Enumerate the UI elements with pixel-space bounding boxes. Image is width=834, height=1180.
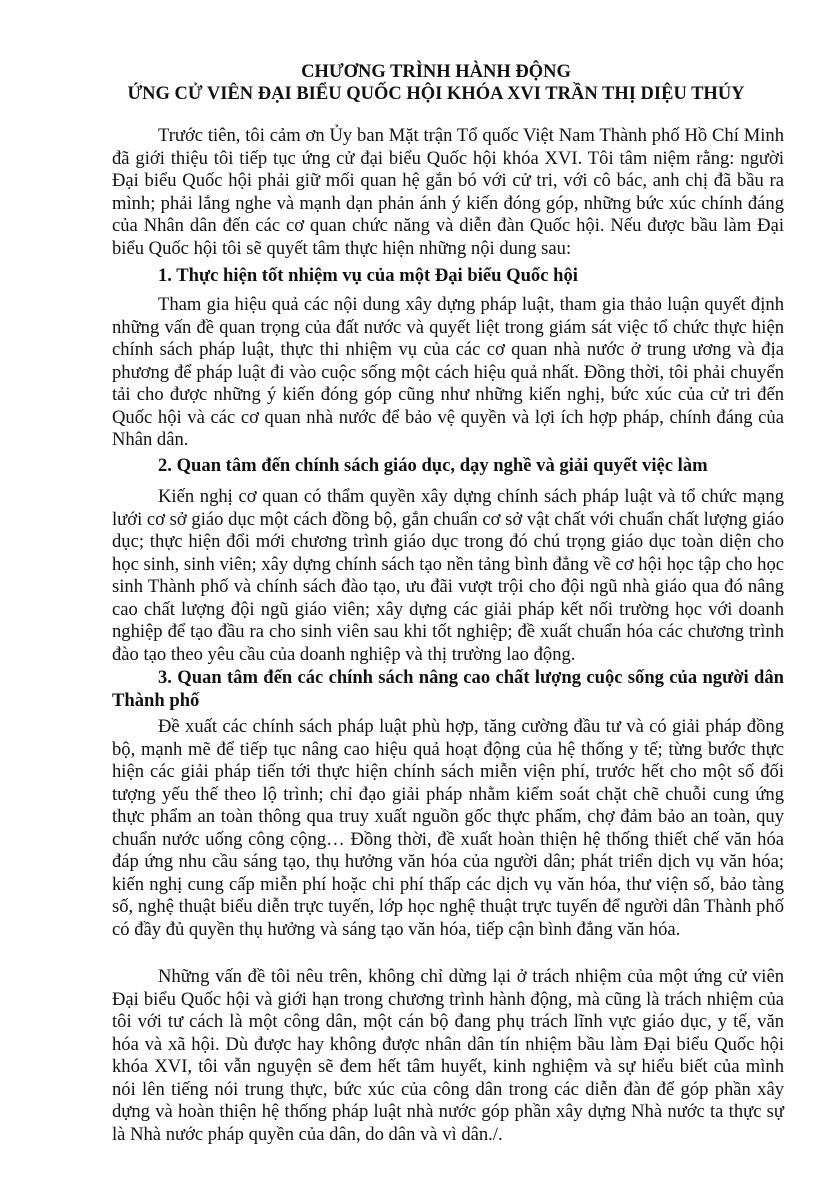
- closing-paragraph: Những vấn đề tôi nêu trên, không chỉ dừng lại ở trách nhiệm của một ứng cử viên Đại biểu Quốc hội và giới hạn trong chương trình hành động, mà cũng là trách nhiệm của tôi với tư cách là một công dân, một cán bộ đang phụ trách lĩnh vực giáo dục, y tế, văn hóa và xã hội. Dù được hay không được nhân dân tín nhiệm bầu làm Đại biểu Quốc hội khóa XVI, tôi vẫn nguyện sẽ đem hết tâm huyết, kinh nghiệm và sự hiểu biết của mình nói lên tiếng nói trung thực, bức xúc của công dân trong các diễn đàn để góp phần xây dựng và hoàn thiện hệ thống pháp luật nhà nước góp phần xây dựng Nhà nước ta thực sự là Nhà nước pháp quyền của dân, do dân và vì dân./.: [112, 966, 784, 1145]
- intro-paragraph: Trước tiên, tôi cảm ơn Ủy ban Mặt trận Tổ quốc Việt Nam Thành phố Hồ Chí Minh đã giới thiệu tôi tiếp tục ứng cử đại biểu Quốc hội khóa XVI. Tôi tâm niệm rằng: người Đại biểu Quốc hội phải giữ mối quan hệ gắn bó với cử tri, với cô bác, anh chị đã bầu ra mình; phải lắng nghe và mạnh dạn phản ánh ý kiến đóng góp, những bức xúc chính đáng của Nhân dân đến các cơ quan chức năng và diễn đàn Quốc hội. Nếu được bầu làm Đại biểu Quốc hội tôi sẽ quyết tâm thực hiện những nội dung sau:: [112, 125, 784, 259]
- section2-body: Kiến nghị cơ quan có thẩm quyền xây dựng chính sách pháp luật và tổ chức mạng lưới cơ sở giáo dục một cách đồng bộ, gắn chuẩn cơ sở vật chất với chuẩn chất lượng giáo dục; thực hiện đổi mới chương trình giáo dục trong đó chú trọng giáo dục toàn diện cho học sinh, sinh viên; xây dựng chính sách tạo nền tảng bình đẳng về cơ hội học tập cho học sinh Thành phố và chính sách đào tạo, ưu đãi vượt trội cho đội ngũ nhà giáo qua đó nâng cao chất lượng đội ngũ giáo viên; xây dựng các giải pháp kết nối trường học với doanh nghiệp để tạo đầu ra cho sinh viên sau khi tốt nghiệp; đề xuất chuẩn hóa các chương trình đào tạo theo yêu cầu của doanh nghiệp và thị trường lao động.: [112, 486, 784, 665]
- document-title-line1: CHƯƠNG TRÌNH HÀNH ĐỘNG: [301, 62, 571, 82]
- document-title-line2: ỨNG CỬ VIÊN ĐẠI BIỂU QUỐC HỘI KHÓA XVI TRẦN THỊ DIỆU THÚY: [127, 84, 745, 104]
- section3-body: Đề xuất các chính sách pháp luật phù hợp, tăng cường đầu tư và có giải pháp đồng bộ, mạnh mẽ để tiếp tục nâng cao hiệu quả hoạt động của hệ thống y tế; từng bước thực hiện các giải pháp tiến tới thực hiện chính sách miễn viện phí, trước hết cho một số đối tượng yếu thế theo lộ trình; chỉ đạo giải pháp nhằm kiểm soát chặt chẽ chuỗi cung ứng thực phẩm an toàn thông qua truy xuất nguồn gốc thực phẩm, chợ đảm bảo an toàn, quy chuẩn nước uống công cộng… Đồng thời, đề xuất hoàn thiện hệ thống thiết chế văn hóa đáp ứng nhu cầu sáng tạo, thụ hưởng văn hóa của người dân; phát triển dịch vụ văn hóa; kiến nghị cung cấp miễn phí hoặc chi phí thấp các dịch vụ văn hóa, thư viện số, bảo tàng số, nghệ thuật biểu diễn trực tuyến, lớp học nghệ thuật trực tuyến để người dân Thành phố có đầy đủ quyền thụ hưởng và sáng tạo văn hóa, tiếp cận bình đẳng văn hóa.: [112, 716, 784, 940]
- section1-heading: 1. Thực hiện tốt nhiệm vụ của một Đại biểu Quốc hội: [158, 265, 578, 286]
- section2-heading: 2. Quan tâm đến chính sách giáo dục, dạy nghề và giải quyết việc làm: [158, 455, 708, 476]
- section3-heading: 3. Quan tâm đến các chính sách nâng cao chất lượng cuộc sống của người dân Thành phố: [112, 667, 784, 711]
- section1-body: Tham gia hiệu quả các nội dung xây dựng pháp luật, tham gia thảo luận quyết định những vấn đề quan trọng của đất nước và quyết liệt trong giám sát việc tổ chức thực hiện chính sách pháp luật, thực thi nhiệm vụ của các cơ quan nhà nước ở trung ương và địa phương để pháp luật đi vào cuộc sống một cách hiệu quả nhất. Đồng thời, tôi phải chuyển tải cho được những ý kiến đóng góp cũng như những kiến nghị, bức xúc của cử tri đến Quốc hội và các cơ quan nhà nước để bảo vệ quyền và lợi ích hợp pháp, chính đáng của Nhân dân.: [112, 294, 784, 450]
